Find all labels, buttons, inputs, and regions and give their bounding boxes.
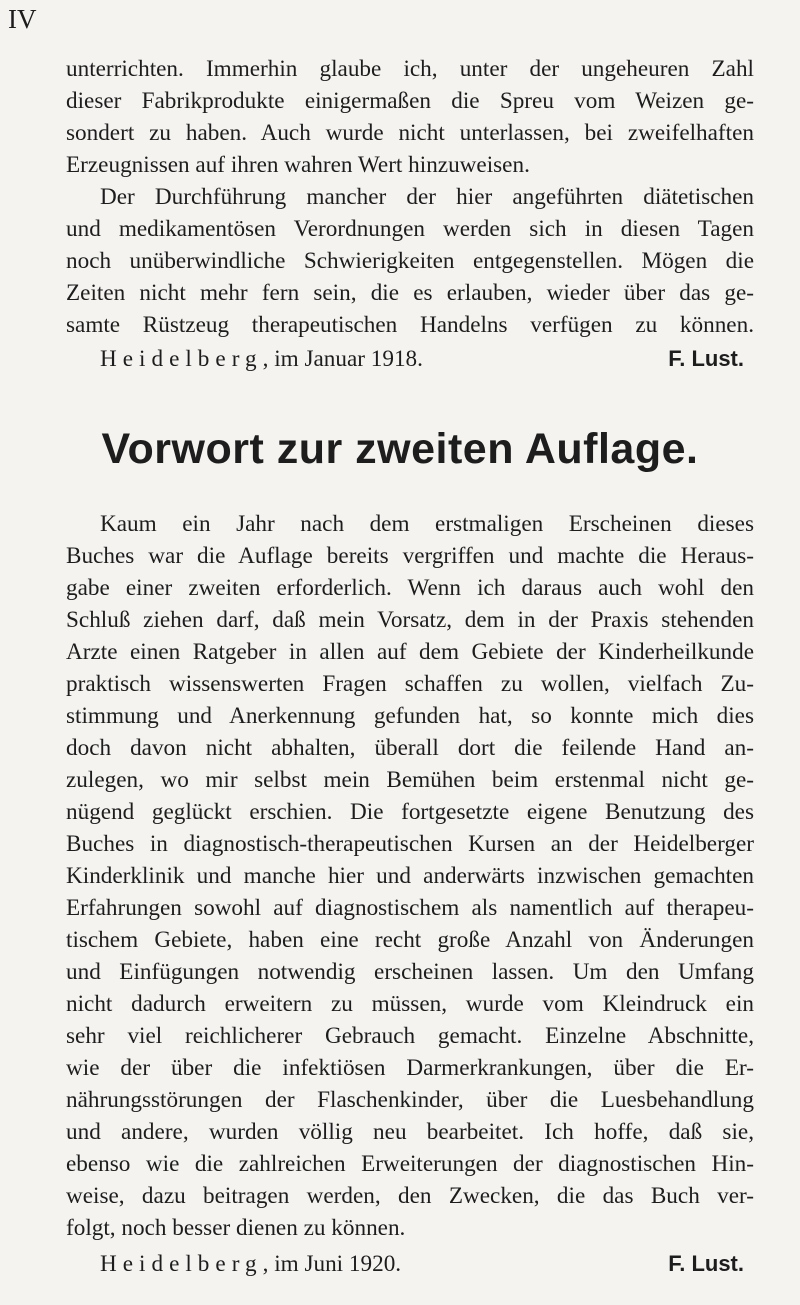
- preface-one-line: samte Rüstzeug therapeutischen Handelns verfügen zu können.: [66, 312, 754, 338]
- preface-two-line: nicht dadurch erweitern zu müssen, wurde vom Kleindruck ein: [66, 991, 754, 1017]
- preface-one-line: dieser Fabrikprodukte einigermaßen die Spreu vom Weizen ge-: [66, 88, 754, 114]
- preface-one-signature: [100, 344, 754, 374]
- signature-place: Heidelberg: [100, 1251, 263, 1277]
- preface-one-line: unterrichten. Immerhin glaube ich, unter der ungeheuren Zahl: [66, 56, 754, 82]
- signature-date: , im Januar 1918.: [262, 346, 423, 372]
- preface-two-line: Arzte einen Ratgeber in allen auf dem Gebiete der Kinderheilkunde: [66, 639, 754, 665]
- preface-two-line: nügend geglückt erschien. Die fortgesetzte eigene Benutzung des: [66, 799, 754, 825]
- preface-one-line: Zeiten nicht mehr fern sein, die es erlauben, wieder über das ge-: [66, 280, 754, 306]
- preface-two-line: gabe einer zweiten erforderlich. Wenn ich daraus auch wohl den: [66, 575, 754, 601]
- preface-two-line: folgt, noch besser dienen zu können.: [66, 1215, 406, 1241]
- signature-author: F. Lust.: [668, 1251, 744, 1276]
- preface-two-line: Kaum ein Jahr nach dem erstmaligen Erscheinen dieses: [100, 511, 754, 537]
- preface-one-line: und medikamentösen Verordnungen werden sich in diesen Tagen: [66, 216, 754, 242]
- signature-author: F. Lust.: [668, 346, 744, 371]
- preface-one-line: sondert zu haben. Auch wurde nicht unterlassen, bei zweifelhaften: [66, 120, 754, 146]
- section-title: Vorwort zur zweiten Auflage.: [101, 425, 699, 473]
- preface-one-line: Erzeugnissen auf ihren wahren Wert hinzuweisen.: [66, 152, 530, 178]
- preface-two-line: nährungsstörungen der Flaschenkinder, über die Luesbehandlung: [66, 1087, 754, 1113]
- page-number: IV: [8, 4, 37, 34]
- preface-two-line: weise, dazu beitragen werden, den Zwecken, die das Buch ver-: [66, 1183, 754, 1209]
- preface-two-line: und Einfügungen notwendig erscheinen lassen. Um den Umfang: [66, 959, 754, 985]
- preface-two-line: doch davon nicht abhalten, überall dort die feilende Hand an-: [66, 735, 754, 761]
- signature-place: Heidelberg: [100, 346, 263, 372]
- preface-two-line: sehr viel reichlicherer Gebrauch gemacht. Einzelne Abschnitte,: [66, 1023, 754, 1049]
- preface-two-line: Kinderklinik und manche hier und anderwärts inzwischen gemachten: [66, 863, 754, 889]
- preface-two-line: Buches in diagnostisch-therapeutischen Kursen an der Heidelberger: [66, 831, 754, 857]
- preface-two-line: ebenso wie die zahlreichen Erweiterungen der diagnostischen Hin-: [66, 1151, 754, 1177]
- preface-one-line: noch unüberwindliche Schwierigkeiten entgegenstellen. Mögen die: [66, 248, 754, 274]
- preface-two-line: praktisch wissenswerten Fragen schaffen zu wollen, vielfach Zu-: [66, 671, 754, 697]
- preface-two-line: zulegen, wo mir selbst mein Bemühen beim erstenmal nicht ge-: [66, 767, 754, 793]
- preface-two-line: Schluß ziehen darf, daß mein Vorsatz, dem in der Praxis stehenden: [66, 607, 754, 633]
- preface-two-signature: [100, 1249, 754, 1279]
- preface-two-line: wie der über die infektiösen Darmerkrankungen, über die Er-: [66, 1055, 754, 1081]
- preface-two-line: tischem Gebiete, haben eine recht große Anzahl von Änderungen: [66, 927, 754, 953]
- preface-two-line: Buches war die Auflage bereits vergriffen und machte die Heraus-: [66, 543, 754, 569]
- preface-two-line: stimmung und Anerkennung gefunden hat, so konnte mich dies: [66, 703, 754, 729]
- preface-two-line: und andere, wurden völlig neu bearbeitet. Ich hoffe, daß sie,: [66, 1119, 754, 1145]
- preface-one-line: Der Durchführung mancher der hier angeführten diätetischen: [100, 184, 754, 210]
- signature-date: , im Juni 1920.: [262, 1251, 402, 1277]
- preface-two-line: Erfahrungen sowohl auf diagnostischem als namentlich auf therapeu-: [66, 895, 754, 921]
